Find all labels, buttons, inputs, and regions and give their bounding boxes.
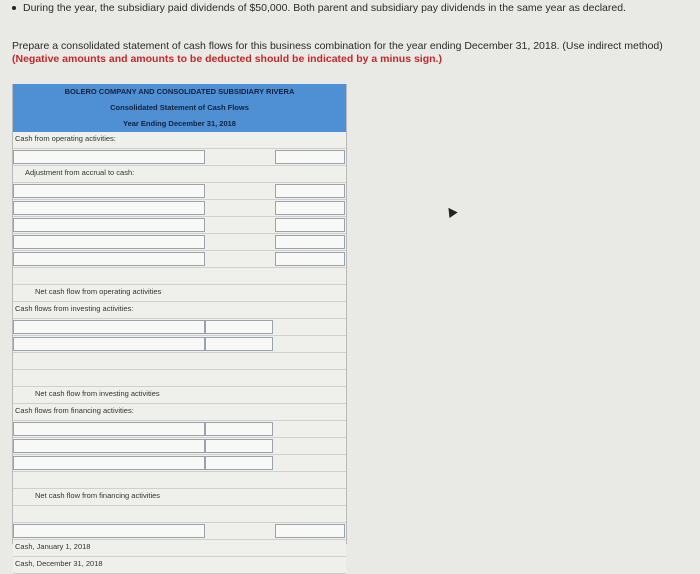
statement-title: Consolidated Statement of Cash Flows [110,103,249,112]
description-select[interactable] [13,524,205,538]
spacer [13,353,346,370]
amount-input[interactable] [275,235,345,249]
description-select[interactable] [13,235,205,249]
investing-row [13,336,346,353]
adjustment-row [13,217,346,234]
mouse-pointer-icon [444,205,457,218]
financing-row [13,421,346,438]
label-cash-jan: Cash, January 1, 2018 [15,542,91,551]
label-cash-financing: Cash flows from financing activities: [15,406,134,415]
label-net-investing: Net cash flow from investing activities [35,389,160,398]
investing-row [13,319,346,336]
adjustment-row [13,234,346,251]
amount-input[interactable] [275,218,345,232]
label-net-financing: Net cash flow from financing activities [35,491,161,500]
amount-input[interactable] [205,320,273,334]
description-select[interactable] [13,422,205,436]
cash-flow-statement [12,84,347,568]
net-change-row [13,523,346,540]
description-select[interactable] [13,320,205,334]
amount-input[interactable] [275,201,345,215]
description-select[interactable] [13,184,205,198]
amount-input[interactable] [205,439,273,453]
net-investing-row [13,387,346,404]
financing-row [13,438,346,455]
company-name: BOLERO COMPANY AND CONSOLIDATED SUBSIDIARY RIVERA [64,87,295,96]
amount-input[interactable] [275,184,345,198]
label-cash-investing: Cash flows from investing activities: [15,304,134,313]
instructions [12,40,692,66]
label-cash-dec: Cash, December 31, 2018 [15,559,103,568]
bullet-icon [12,6,16,10]
description-select[interactable] [13,252,205,266]
spacer [13,370,346,387]
amount-input[interactable] [205,422,273,436]
spacer [13,472,346,489]
statement-period: Year Ending December 31, 2018 [123,119,236,128]
label-net-operating: Net cash flow from operating activities [35,287,162,296]
spacer [13,268,346,285]
amount-input[interactable] [275,252,345,266]
amount-input[interactable] [275,150,345,164]
amount-input[interactable] [205,337,273,351]
label-adjustment: Adjustment from accrual to cash: [25,168,135,177]
description-select[interactable] [13,439,205,453]
section-adjustment [13,166,346,183]
net-financing-row [13,489,346,506]
spacer [13,506,346,523]
adjustment-row [13,251,346,268]
description-input[interactable] [13,150,205,164]
dividends-note-text: During the year, the subsidiary paid dividends of $50,000. Both parent and subsidiary pay dividends in the same year as declared. [23,2,626,14]
section-financing [13,404,346,421]
section-investing [13,302,346,319]
net-operating-row [13,285,346,302]
instructions-warning: (Negative amounts and amounts to be deducted should be indicated by a minus sign.) [12,53,442,65]
statement-header [13,84,346,132]
amount-input[interactable] [275,524,345,538]
description-select[interactable] [13,456,205,470]
adjustment-row [13,183,346,200]
label-cash-operating: Cash from operating activities: [15,134,116,143]
section-operating [13,132,346,149]
financing-row [13,455,346,472]
adjustment-row [13,200,346,217]
amount-input[interactable] [205,456,273,470]
instructions-text: Prepare a consolidated statement of cash flows for this business combination for the year ending December 31, 2018. (Use indirect method) [12,40,663,52]
description-select[interactable] [13,337,205,351]
description-select[interactable] [13,201,205,215]
dividends-note [12,2,626,14]
cash-jan-row [13,540,346,557]
description-select[interactable] [13,218,205,232]
operating-row [13,149,346,166]
cash-dec-row [13,557,346,574]
